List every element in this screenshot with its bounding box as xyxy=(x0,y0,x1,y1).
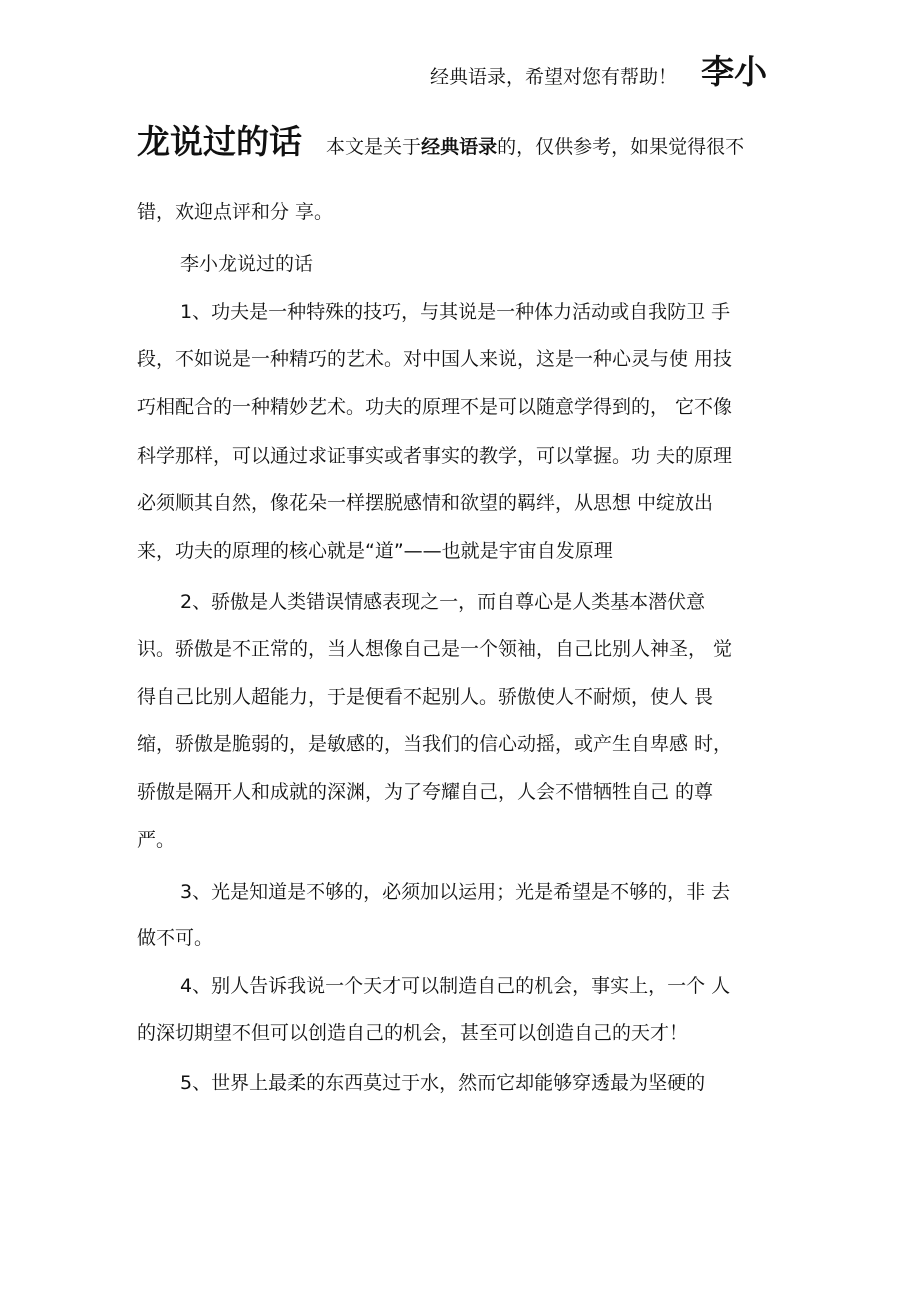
subtitle-text: 李小龙说过的话 xyxy=(180,253,314,275)
header-line-3 xyxy=(137,200,333,224)
body-line: 4、别人告诉我说一个天才可以制造自己的机会，事实上，一个 人 xyxy=(180,975,731,997)
body-line: 骄傲是隔开人和成就的深渊，为了夸耀自己，人会不惜牺牲自己 的尊 xyxy=(137,781,714,803)
desc-c: 的，仅供参考，如果觉得很不 xyxy=(497,136,745,158)
body-line: 来，功夫的原理的核心就是“道”——也就是宇宙自发原理 xyxy=(137,540,613,562)
body-line: 必须顺其自然，像花朵一样摆脱感情和欲望的羁绊，从思想 中绽放出 xyxy=(137,492,714,514)
subtitle xyxy=(180,252,313,276)
desc-keyword: 经典语录 xyxy=(421,136,498,158)
body-line: 5、世界上最柔的东西莫过于水，然而它却能够穿透最为坚硬的 xyxy=(180,1072,706,1094)
intro-text: 经典语录，希望对您有帮助！ xyxy=(430,66,678,88)
body-line: 识。骄傲是不正常的，当人想像自己是一个领袖，自己比别人神圣， 觉 xyxy=(137,638,733,660)
body-line: 的深切期望不但可以创造自己的机会，甚至可以创造自己的天才！ xyxy=(137,1022,689,1044)
body-line: 严。 xyxy=(137,829,176,851)
title-part-1: 李小 xyxy=(701,52,768,91)
body-line: 科学那样，可以通过求证事实或者事实的教学，可以掌握。功 夫的原理 xyxy=(137,445,733,467)
desc-a: 本文是关于 xyxy=(326,136,422,158)
body-line: 做不可。 xyxy=(137,927,214,949)
desc-d: 错，欢迎点评和分 享。 xyxy=(137,201,334,223)
body-line: 段，不如说是一种精巧的艺术。对中国人来说，这是一种心灵与使 用技 xyxy=(137,348,733,370)
title-part-2: 龙说过的话 xyxy=(137,122,302,161)
body-line: 1、功夫是一种特殊的技巧，与其说是一种体力活动或自我防卫 手 xyxy=(180,301,731,323)
body-line: 巧相配合的一种精妙艺术。功夫的原理不是可以随意学得到的， 它不像 xyxy=(137,396,733,418)
body-line: 3、光是知道是不够的，必须加以运用；光是希望是不够的，非 去 xyxy=(180,881,731,903)
header-line-2 xyxy=(137,122,744,162)
body-line: 2、骄傲是人类错误情感表现之一，而自尊心是人类基本潜伏意 xyxy=(180,591,706,613)
body-line: 得自己比别人超能力，于是便看不起别人。骄傲使人不耐烦，使人 畏 xyxy=(137,686,714,708)
header-line-1 xyxy=(430,52,767,92)
body-line: 缩，骄傲是脆弱的，是敏感的，当我们的信心动摇，或产生自卑感 时， xyxy=(137,733,733,755)
